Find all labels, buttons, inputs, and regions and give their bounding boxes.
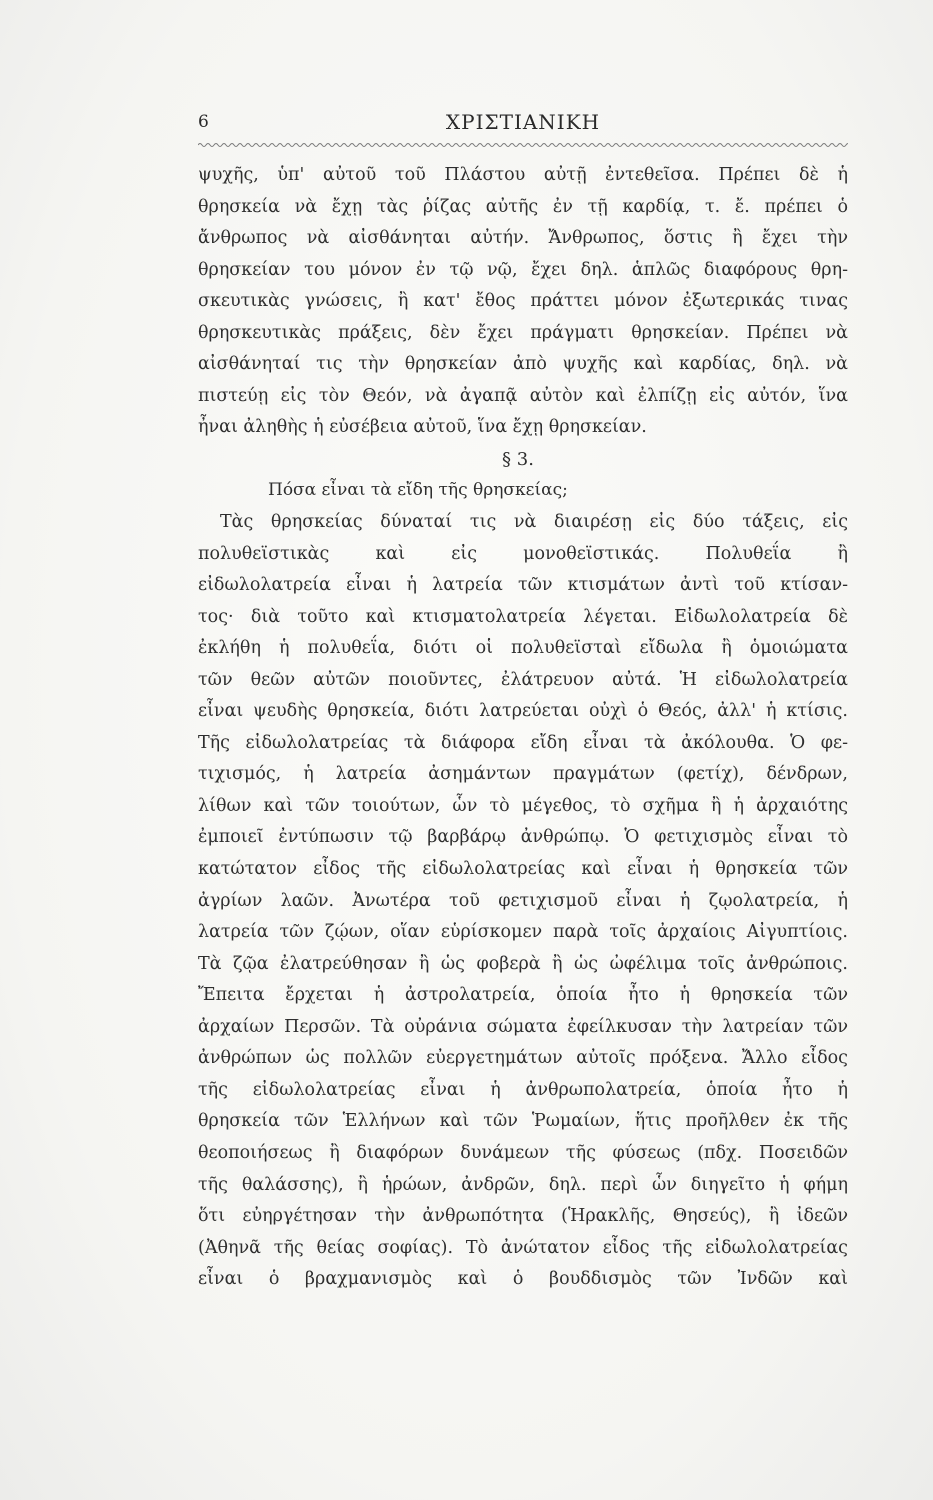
text-line: λατρεία τῶν ζῴων, οἵαν εὑρίσκομεν παρὰ τοῖς ἀρχαίοις Αἰγυπτίοις. [198, 922, 848, 943]
text-line: πιστεύῃ εἰς τὸν Θεόν, νὰ ἀγαπᾷ αὐτὸν καὶ ἐλπίζῃ εἰς αὐτόν, ἵνα [198, 385, 848, 406]
text-line: θρησκευτικὰς πράξεις, δὲν ἔχει πράγματι θρησκείαν. Πρέπει νὰ [198, 322, 848, 343]
text-line: Τὰς θρησκείας δύναταί τις νὰ διαιρέσῃ εἰς δύο τάξεις, εἰς [220, 512, 848, 533]
text-line: λίθων καὶ τῶν τοιούτων, ὧν τὸ μέγεθος, τὸ σχῆμα ἢ ἡ ἀρχαιότης [198, 795, 848, 816]
text-line: ἄνθρωπος νὰ αἰσθάνηται αὐτήν. Ἄνθρωπος, ὅστις ἢ ἔχει τὴν [198, 228, 848, 249]
text-line: σκευτικὰς γνώσεις, ἢ κατ' ἔθος πράττει μόνον ἐξωτερικάς τινας [198, 291, 848, 312]
text-line: Ἔπειτα ἔρχεται ἡ ἀστρολατρεία, ὁποία ἦτο ἡ θρησκεία τῶν [198, 985, 848, 1006]
text-line: ἐκλήθη ἡ πολυθεΐα, διότι οἱ πολυθεϊσταὶ εἴδωλα ἢ ὁμοιώματα [198, 638, 848, 659]
text-line: ἐμποιεῖ ἐντύπωσιν τῷ βαρβάρῳ ἀνθρώπῳ. Ὁ φετιχισμὸς εἶναι τὸ [198, 827, 848, 848]
text-line: τῶν θεῶν αὐτῶν ποιοῦντες, ἐλάτρευον αὐτά. Ἡ εἰδωλολατρεία [198, 669, 848, 690]
paragraph-2 [198, 507, 848, 1296]
section-number: § 3. [502, 448, 534, 470]
body-text [198, 160, 848, 1296]
text-line: (Ἀθηνᾶ τῆς θείας σοφίας). Τὸ ἀνώτατον εἶδος τῆς εἰδωλολατρείας [198, 1237, 848, 1258]
text-line: τῆς εἰδωλολατρείας εἶναι ἡ ἀνθρωπολατρεία, ὁποία ἦτο ἡ [198, 1079, 848, 1100]
paragraph-1 [198, 160, 848, 444]
page-number: 6 [198, 112, 209, 132]
text-line: ψυχῆς, ὑπ' αὐτοῦ τοῦ Πλάστου αὐτῇ ἐντεθεῖσα. Πρέπει δὲ ἡ [198, 165, 848, 185]
text-line: τῆς θαλάσσης), ἢ ἡρώων, ἀνδρῶν, δηλ. περὶ ὧν διηγεῖτο ἡ φήμη [198, 1174, 848, 1195]
text-line: Τὰ ζῷα ἐλατρεύθησαν ἢ ὡς φοβερὰ ἢ ὡς ὠφέλιμα τοῖς ἀνθρώποις. [198, 953, 848, 974]
page-header [198, 108, 848, 138]
text-line: ὅτι εὐηργέτησαν τὴν ἀνθρωπότητα (Ἡρακλῆς, Θησεύς), ἢ ἰδεῶν [198, 1206, 848, 1227]
text-line: θρησκεία νὰ ἔχῃ τὰς ῥίζας αὐτῆς ἐν τῇ καρδίᾳ, τ. ἔ. πρέπει ὁ [198, 196, 848, 217]
text-line: πολυθεϊστικὰς καὶ εἰς μονοθεϊστικάς. Πολυθεΐα ἢ [198, 543, 848, 564]
text-line: ἀγρίων λαῶν. Ἀνωτέρα τοῦ φετιχισμοῦ εἶναι ἡ ζῳολατρεία, ἡ [198, 890, 848, 911]
text-line: θεοποιήσεως ἢ διαφόρων δυνάμεων τῆς φύσεως (πδχ. Ποσειδῶν [198, 1142, 848, 1163]
text-line: κατώτατον εἶδος τῆς εἰδωλολατρείας καὶ εἶναι ἡ θρησκεία τῶν [198, 859, 848, 880]
section-question: Πόσα εἶναι τὰ εἴδη τῆς θρησκείας; [268, 480, 568, 501]
text-line: Τῆς εἰδωλολατρείας τὰ διάφορα εἴδη εἶναι τὰ ἀκόλουθα. Ὁ φε- [198, 732, 848, 753]
text-line: ἀνθρώπων ὡς πολλῶν εὐεργετημάτων αὐτοῖς πρόξενα. Ἄλλο εἶδος [198, 1048, 848, 1069]
text-line: θρησκεία τῶν Ἑλλήνων καὶ τῶν Ῥωμαίων, ἥτις προῆλθεν ἐκ τῆς [198, 1111, 848, 1132]
wavy-rule-divider [198, 140, 848, 150]
text-line: θρησκείαν του μόνον ἐν τῷ νῷ, ἔχει δηλ. ἁπλῶς διαφόρους θρη- [198, 259, 848, 280]
text-line: εἰδωλολατρεία εἶναι ἡ λατρεία τῶν κτισμάτων ἀντὶ τοῦ κτίσαν- [198, 575, 848, 596]
text-line: ἦναι ἀληθὴς ἡ εὐσέβεια αὐτοῦ, ἵνα ἔχῃ θρησκείαν. [198, 417, 647, 438]
text-line: εἶναι ψευδὴς θρησκεία, διότι λατρεύεται οὐχὶ ὁ Θεός, ἀλλ' ἡ κτίσις. [198, 701, 848, 722]
text-line: αἰσθάνηταί τις τὴν θρησκείαν ἀπὸ ψυχῆς καὶ καρδίας, δηλ. νὰ [198, 354, 848, 375]
text-line: τος· διὰ τοῦτο καὶ κτισματολατρεία λέγεται. Εἰδωλολατρεία δὲ [198, 606, 848, 627]
running-title: ΧΡΙΣΤΙΑΝΙΚΗ [445, 110, 601, 134]
text-line: τιχισμός, ἡ λατρεία ἀσημάντων πραγμάτων (φετίχ), δένδρων, [198, 764, 848, 785]
text-line: ἀρχαίων Περσῶν. Τὰ οὐράνια σώματα ἐφείλκυσαν τὴν λατρείαν τῶν [198, 1016, 848, 1037]
text-line: εἶναι ὁ βραχμανισμὸς καὶ ὁ βουδδισμὸς τῶν Ἰνδῶν καὶ [198, 1269, 848, 1290]
